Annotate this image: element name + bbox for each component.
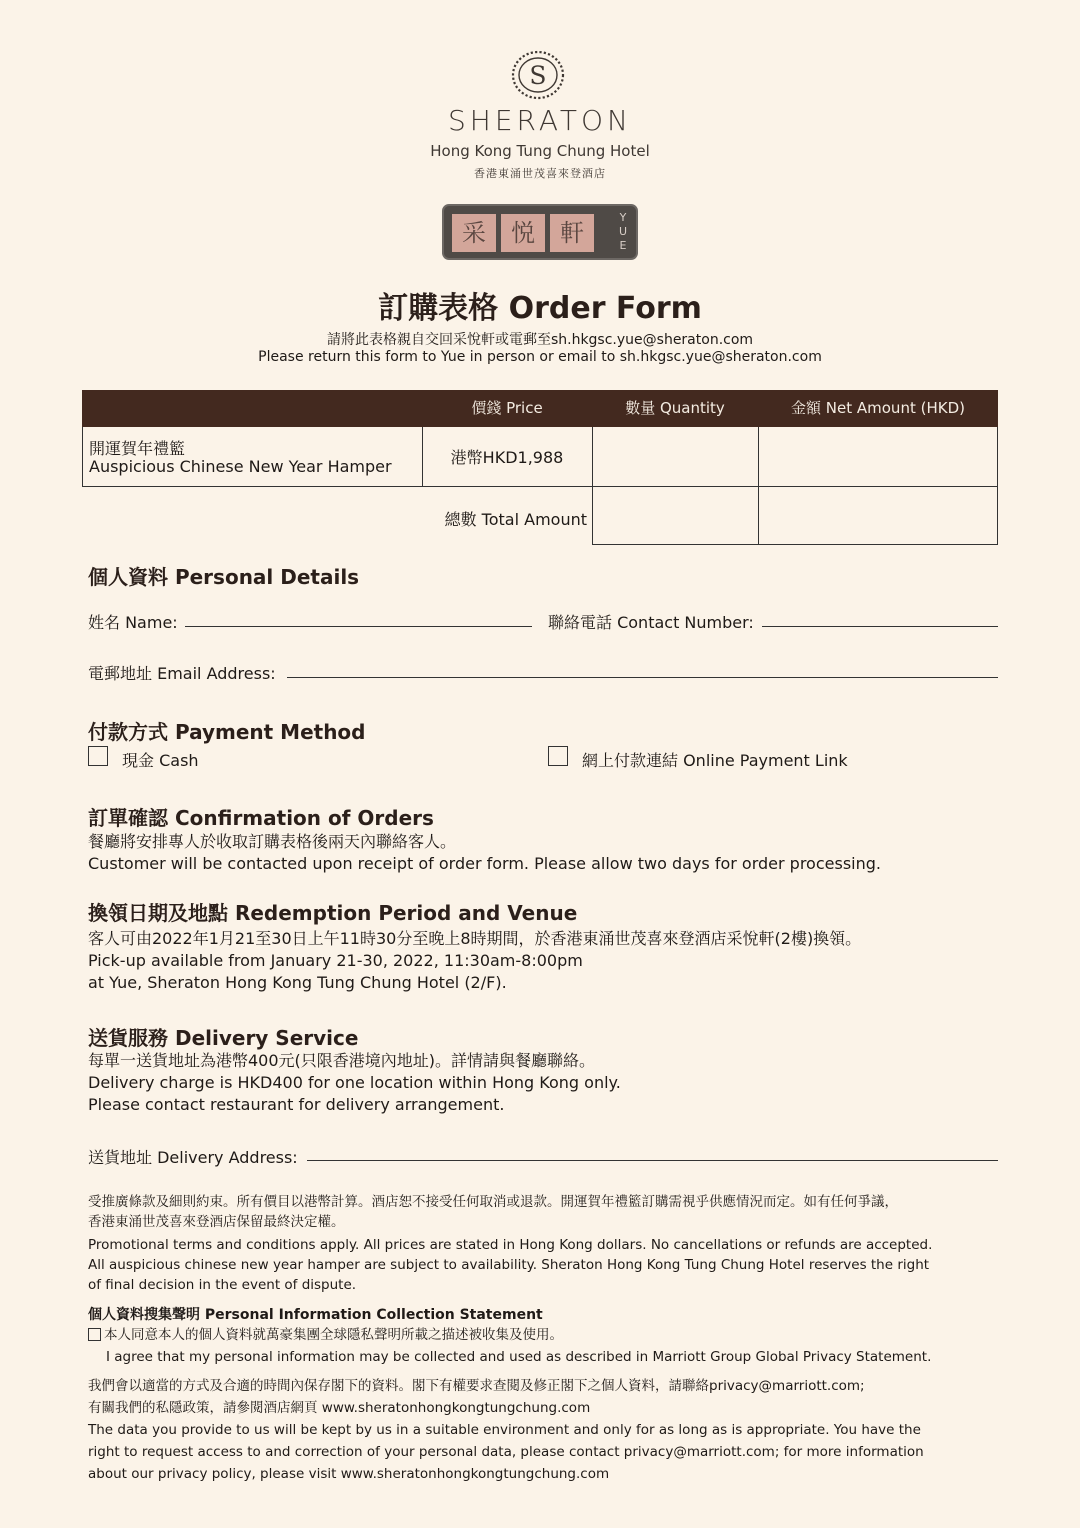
redemption-heading: 換領日期及地點 Redemption Period and Venue bbox=[88, 901, 578, 925]
confirmation-text-en: Customer will be contacted upon receipt of order form. Please allow two days for order processing. bbox=[88, 854, 881, 873]
privacy-zh-1: 我們會以適當的方式及合適的時間內保存閣下的資料。閣下有權要求查閱及修正閣下之個人資料，請聯絡privacy@marriott.com; bbox=[88, 1378, 865, 1394]
contact-number-label: 聯絡電話 Contact Number: bbox=[548, 613, 754, 632]
privacy-zh-2: 有關我們的私隱政策，請參閱酒店網頁 www.sheratonhongkongtungchung.com bbox=[88, 1400, 591, 1416]
confirmation-text-zh: 餐廳將安排專人於收取訂購表格後兩天內聯絡客人。 bbox=[88, 832, 457, 851]
online-payment-option-label: 網上付款連結 Online Payment Link bbox=[582, 751, 848, 770]
terms-zh-1: 受推廣條款及細則約束。所有價目以港幣計算。酒店恕不接受任何取消或退款。開運賀年禮籃訂購需視乎供應情況而定。如有任何爭議， bbox=[88, 1194, 898, 1210]
yue-logo-letter: Y bbox=[619, 211, 627, 224]
privacy-consent-row bbox=[88, 1325, 563, 1345]
yue-logo-letter: U bbox=[618, 225, 628, 238]
redemption-text-en-2: at Yue, Sheraton Hong Kong Tung Chung Hotel (2/F). bbox=[88, 973, 507, 992]
name-label: 姓名 Name: bbox=[88, 613, 178, 632]
terms-zh-2: 香港東涌世茂喜來登酒店保留最終決定權。 bbox=[88, 1214, 345, 1230]
cash-option-label: 現金 Cash bbox=[122, 751, 199, 770]
yue-logo-char: 軒 bbox=[550, 214, 594, 252]
hotel-name-zh: 香港東涌世茂喜來登酒店 bbox=[474, 167, 606, 180]
terms-en-1: Promotional terms and conditions apply. All prices are stated in Hong Kong dollars. No cancellations or refunds are accepted. bbox=[88, 1237, 933, 1253]
terms-en-2: All auspicious chinese new year hamper are subject to availability. Sheraton Hong Kong Tung Chung Hotel reserves the right bbox=[88, 1257, 930, 1273]
delivery-text-en-1: Delivery charge is HKD400 for one location within Hong Kong only. bbox=[88, 1073, 621, 1092]
brand-name: SHERATON bbox=[448, 104, 632, 137]
terms-en-3: of final decision in the event of dispute. bbox=[88, 1277, 357, 1293]
total-quantity-field[interactable] bbox=[592, 486, 759, 545]
email-label: 電郵地址 Email Address: bbox=[88, 664, 276, 683]
yue-logo-latin bbox=[616, 211, 630, 253]
delivery-text-en-2: Please contact restaurant for delivery arrangement. bbox=[88, 1095, 505, 1114]
column-header-quantity: 數量 Quantity bbox=[625, 399, 725, 417]
name-field[interactable] bbox=[185, 626, 532, 627]
privacy-en-3: about our privacy policy, please visit www.sheratonhongkongtungchung.com bbox=[88, 1466, 610, 1482]
yue-restaurant-logo bbox=[442, 204, 638, 260]
table-header bbox=[82, 390, 998, 427]
redemption-text-en-1: Pick-up available from January 21-30, 2022, 11:30am-8:00pm bbox=[88, 951, 583, 970]
online-payment-checkbox[interactable] bbox=[548, 746, 568, 766]
column-header-net-amount: 金額 Net Amount (HKD) bbox=[791, 399, 965, 417]
confirmation-heading: 訂單確認 Confirmation of Orders bbox=[88, 806, 434, 830]
hotel-name-en: Hong Kong Tung Chung Hotel bbox=[430, 142, 650, 160]
contact-number-field[interactable] bbox=[762, 626, 998, 627]
privacy-consent-checkbox[interactable] bbox=[88, 1328, 101, 1341]
total-amount-field[interactable] bbox=[758, 486, 998, 545]
privacy-heading: 個人資料搜集聲明 Personal Information Collection Statement bbox=[88, 1307, 543, 1323]
redemption-text-zh: 客人可由2022年1月21至30日上午11時30分至晚上8時期間，於香港東涌世茂喜來登酒店采悅軒(2樓)換領。 bbox=[88, 929, 862, 948]
page-title: 訂購表格 Order Form bbox=[378, 291, 702, 326]
privacy-consent-zh: 本人同意本人的個人資料就萬豪集團全球隱私聲明所載之描述被收集及使用。 bbox=[104, 1327, 563, 1343]
delivery-address-field[interactable] bbox=[307, 1160, 998, 1161]
yue-logo-char: 采 bbox=[452, 214, 496, 252]
yue-logo-letter: E bbox=[619, 239, 627, 252]
item-cell bbox=[82, 427, 423, 487]
delivery-address-label: 送貨地址 Delivery Address: bbox=[88, 1148, 298, 1167]
personal-details-heading: 個人資料 Personal Details bbox=[88, 565, 360, 589]
privacy-en-2: right to request access to and correction of your personal data, please contact privacy@marriott.com; for more information bbox=[88, 1444, 924, 1460]
privacy-consent-en: I agree that my personal information may be collected and used as described in Marriott Group Global Privacy Statement. bbox=[106, 1349, 932, 1365]
cash-checkbox[interactable] bbox=[88, 746, 108, 766]
yue-logo-char: 悦 bbox=[501, 214, 545, 252]
price-cell bbox=[422, 427, 593, 487]
return-instruction-zh: 請將此表格親自交回采悅軒或電郵至sh.hkgsc.yue@sheraton.com bbox=[326, 332, 754, 348]
email-field[interactable] bbox=[287, 677, 998, 678]
item-name-en: Auspicious Chinese New Year Hamper bbox=[89, 457, 392, 476]
sheraton-logo-icon bbox=[508, 48, 568, 102]
payment-method-heading: 付款方式 Payment Method bbox=[88, 720, 366, 744]
quantity-field[interactable] bbox=[592, 427, 759, 487]
delivery-text-zh: 每單一送貨地址為港幣400元(只限香港境內地址)。詳情請與餐廳聯絡。 bbox=[88, 1051, 596, 1070]
total-amount-label: 總數 Total Amount bbox=[444, 510, 587, 529]
delivery-heading: 送貨服務 Delivery Service bbox=[88, 1026, 359, 1050]
item-price: 港幣HKD1,988 bbox=[450, 448, 564, 467]
item-name-zh: 開運賀年禮籃 bbox=[89, 439, 186, 458]
svg-text:S: S bbox=[529, 61, 547, 90]
privacy-en-1: The data you provide to us will be kept by us in a suitable environment and only for as long as is appropriate. You have the bbox=[88, 1422, 921, 1438]
net-amount-field[interactable] bbox=[758, 427, 998, 487]
column-header-price: 價錢 Price bbox=[471, 399, 543, 417]
return-instruction-en: Please return this form to Yue in person or email to sh.hkgsc.yue@sheraton.com bbox=[258, 349, 822, 365]
